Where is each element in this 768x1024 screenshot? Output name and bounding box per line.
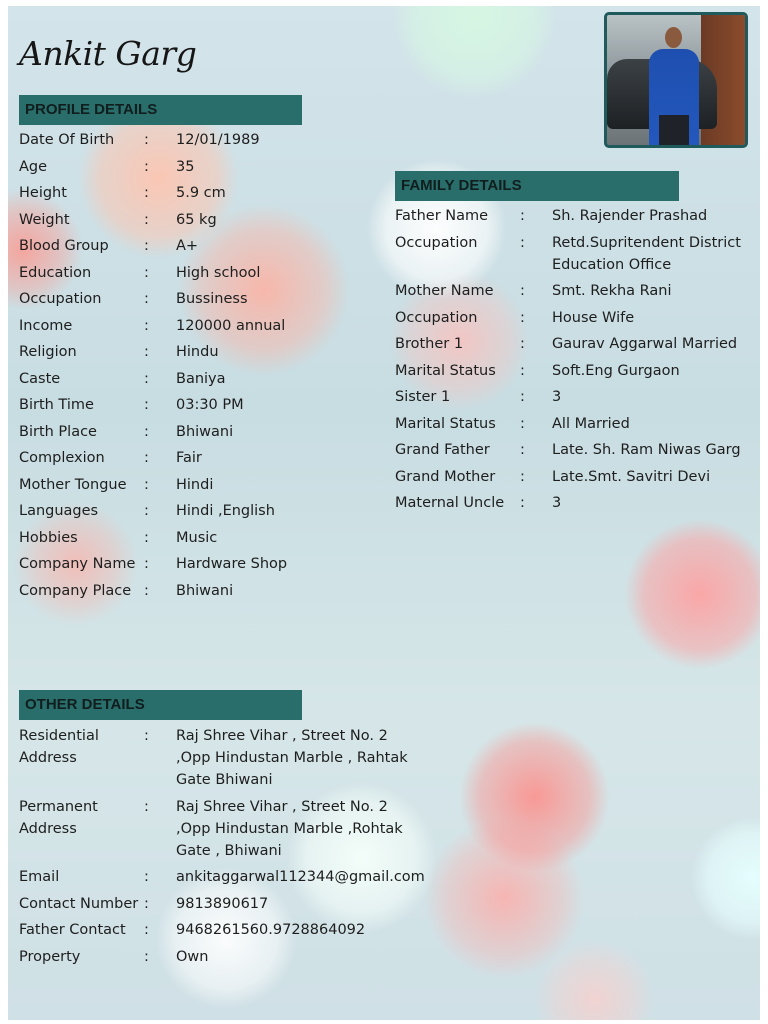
detail-row xyxy=(395,439,745,461)
detail-label: Complexion xyxy=(19,450,105,466)
detail-value: Retd.Supritendent District Education Office xyxy=(552,234,741,273)
other-details-list xyxy=(19,725,425,972)
detail-value: High school xyxy=(176,264,261,281)
detail-label: Marital Status xyxy=(395,415,496,432)
detail-label: Grand Mother xyxy=(395,468,496,485)
detail-value: All Married xyxy=(552,415,630,432)
family-details-list xyxy=(395,205,745,519)
detail-separator: : xyxy=(144,264,149,281)
detail-value: Hardware Shop xyxy=(176,556,288,572)
detail-separator: : xyxy=(520,283,525,299)
detail-label: Mother Tongue xyxy=(19,476,127,493)
detail-separator: : xyxy=(144,476,149,493)
detail-separator: : xyxy=(520,495,525,511)
detail-value: 03:30 PM xyxy=(176,397,244,413)
detail-row xyxy=(19,341,379,363)
detail-value: Hindu xyxy=(176,344,219,360)
profile-details-list xyxy=(19,129,379,606)
detail-value: 5.9 cm xyxy=(176,185,226,201)
family-details-header: FAMILY DETAILS xyxy=(395,171,679,201)
detail-label: Date Of Birth xyxy=(19,132,115,148)
detail-separator: : xyxy=(520,389,525,405)
detail-label: Occupation xyxy=(395,234,478,251)
other-details-header: OTHER DETAILS xyxy=(19,690,302,720)
detail-separator: : xyxy=(144,922,149,938)
detail-row xyxy=(19,866,425,888)
detail-value: House Wife xyxy=(552,309,635,326)
detail-separator: : xyxy=(520,336,525,352)
detail-label: Religion xyxy=(19,344,77,360)
detail-label: Brother 1 xyxy=(395,336,464,352)
detail-row xyxy=(19,919,419,941)
detail-value: 35 xyxy=(176,158,195,175)
detail-separator: : xyxy=(144,798,149,815)
detail-row xyxy=(19,156,379,178)
detail-label: Property xyxy=(19,948,81,965)
detail-row xyxy=(19,421,379,443)
detail-row xyxy=(19,394,379,416)
detail-label: Weight xyxy=(19,211,70,228)
detail-row xyxy=(395,492,745,514)
detail-label: Email xyxy=(19,869,60,885)
detail-label: Income xyxy=(19,317,73,334)
detail-label: Education xyxy=(19,264,92,281)
detail-separator: : xyxy=(144,895,149,912)
detail-row xyxy=(19,893,419,915)
biodata-page xyxy=(8,6,760,1020)
detail-value: 3 xyxy=(552,389,562,405)
detail-separator: : xyxy=(144,397,149,413)
detail-value: Late. Sh. Ram Niwas Garg xyxy=(552,442,741,458)
detail-separator: : xyxy=(520,234,525,251)
detail-value: Own xyxy=(176,948,209,965)
detail-label: Company Name xyxy=(19,556,136,572)
detail-value: A+ xyxy=(176,238,199,254)
detail-separator: : xyxy=(520,468,525,485)
detail-label: Languages xyxy=(19,503,99,519)
profile-details-header: PROFILE DETAILS xyxy=(19,95,302,125)
detail-separator: : xyxy=(144,211,149,228)
detail-label: Permanent Address xyxy=(19,798,98,837)
detail-row xyxy=(19,182,379,204)
detail-label: Company Place xyxy=(19,582,132,599)
detail-separator: : xyxy=(144,450,149,466)
detail-separator: : xyxy=(144,423,149,440)
detail-row xyxy=(395,466,745,488)
detail-label: Age xyxy=(19,158,48,175)
detail-separator: : xyxy=(144,948,149,965)
detail-value: Hindi xyxy=(176,476,214,493)
detail-separator: : xyxy=(144,185,149,201)
detail-value: 12/01/1989 xyxy=(176,132,260,148)
detail-value: Sh. Rajender Prashad xyxy=(552,208,708,224)
detail-row xyxy=(19,288,379,310)
detail-value: Fair xyxy=(176,450,202,466)
detail-label: Mother Name xyxy=(395,283,494,299)
detail-value: 9468261560.9728864092 xyxy=(176,922,366,938)
detail-label: Birth Time xyxy=(19,397,94,413)
detail-row xyxy=(395,333,745,355)
detail-value: Smt. Rekha Rani xyxy=(552,283,672,299)
detail-separator: : xyxy=(144,728,149,744)
detail-row xyxy=(395,360,745,382)
detail-value: 120000 annual xyxy=(176,317,286,334)
detail-row xyxy=(19,235,379,257)
detail-label: Father Contact xyxy=(19,922,126,938)
detail-row xyxy=(19,368,379,390)
detail-separator: : xyxy=(520,442,525,458)
detail-separator: : xyxy=(144,556,149,572)
detail-label: Maternal Uncle xyxy=(395,495,505,511)
detail-row xyxy=(395,232,745,276)
detail-row xyxy=(395,413,745,435)
detail-value: Late.Smt. Savitri Devi xyxy=(552,468,711,485)
detail-value: Bhiwani xyxy=(176,582,234,599)
detail-row xyxy=(19,946,419,968)
detail-label: Residential Address xyxy=(19,728,99,766)
detail-separator: : xyxy=(144,291,149,307)
detail-separator: : xyxy=(144,869,149,885)
detail-row xyxy=(395,386,745,408)
detail-row xyxy=(19,474,379,496)
detail-separator: : xyxy=(520,208,525,224)
detail-label: Grand Father xyxy=(395,442,490,458)
detail-separator: : xyxy=(144,529,149,546)
detail-row xyxy=(19,500,379,522)
detail-row xyxy=(19,209,379,231)
detail-row xyxy=(19,527,379,549)
detail-separator: : xyxy=(520,362,525,379)
detail-row xyxy=(19,315,379,337)
detail-label: Caste xyxy=(19,370,61,387)
detail-value: 65 kg xyxy=(176,211,217,228)
detail-value: 9813890617 xyxy=(176,895,269,912)
detail-row xyxy=(395,307,745,329)
detail-label: Blood Group xyxy=(19,238,109,254)
detail-separator: : xyxy=(144,582,149,599)
detail-value: Raj Shree Vihar , Street No. 2 ,Opp Hindustan Marble ,Rohtak Gate , Bhiwani xyxy=(176,798,403,859)
detail-label: Occupation xyxy=(395,309,478,326)
detail-label: Sister 1 xyxy=(395,389,451,405)
detail-separator: : xyxy=(144,370,149,387)
detail-row xyxy=(19,447,379,469)
detail-row xyxy=(395,205,745,227)
detail-separator: : xyxy=(144,132,149,148)
detail-label: Hobbies xyxy=(19,529,78,546)
detail-separator: : xyxy=(520,309,525,326)
detail-row xyxy=(19,725,419,791)
detail-value: Baniya xyxy=(176,370,226,387)
detail-label: Birth Place xyxy=(19,423,97,440)
detail-value: Music xyxy=(176,529,218,546)
detail-label: Father Name xyxy=(395,208,489,224)
detail-value: Gaurav Aggarwal Married xyxy=(552,336,738,352)
detail-label: Occupation xyxy=(19,291,102,307)
detail-row xyxy=(19,129,379,151)
detail-separator: : xyxy=(144,158,149,175)
detail-separator: : xyxy=(144,317,149,334)
detail-separator: : xyxy=(144,344,149,360)
detail-row xyxy=(19,580,379,602)
detail-label: Contact Number xyxy=(19,895,139,912)
detail-row xyxy=(19,262,379,284)
detail-value: ankitaggarwal112344@gmail.com xyxy=(176,869,425,885)
detail-value: Bhiwani xyxy=(176,423,234,440)
detail-separator: : xyxy=(144,238,149,254)
detail-value: Soft.Eng Gurgaon xyxy=(552,362,680,379)
detail-label: Height xyxy=(19,185,67,201)
detail-row xyxy=(19,796,419,862)
detail-value: Raj Shree Vihar , Street No. 2 ,Opp Hindustan Marble , Rahtak Gate Bhiwani xyxy=(176,728,408,788)
detail-separator: : xyxy=(144,503,149,519)
detail-value: Hindi ,English xyxy=(176,503,275,519)
detail-separator: : xyxy=(520,415,525,432)
detail-row xyxy=(19,553,379,575)
person-name: Ankit Garg xyxy=(19,34,197,73)
detail-value: Bussiness xyxy=(176,291,248,307)
detail-row xyxy=(395,280,745,302)
detail-label: Marital Status xyxy=(395,362,496,379)
detail-value: 3 xyxy=(552,495,562,511)
profile-photo xyxy=(604,12,748,148)
